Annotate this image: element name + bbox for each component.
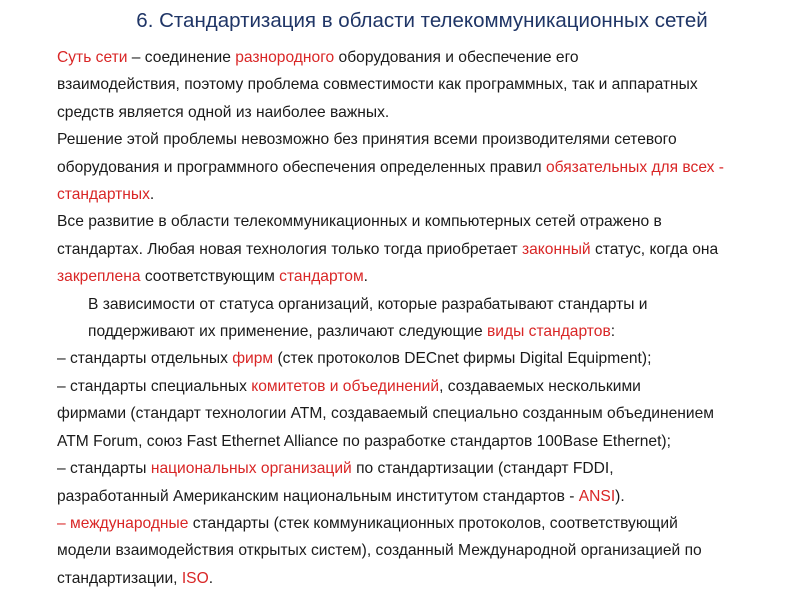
text-line bbox=[18, 71, 788, 98]
text-line bbox=[18, 208, 788, 235]
text-segment: Все развитие в области телекоммуникационных и компьютерных сетей отражено в bbox=[57, 213, 662, 231]
text-segment: . bbox=[208, 569, 214, 587]
text-line bbox=[18, 291, 788, 318]
text-segment: оборудования и обеспечение его bbox=[334, 49, 579, 66]
paragraph bbox=[18, 291, 788, 346]
slide-body bbox=[18, 44, 788, 592]
highlighted-term: национальных организаций bbox=[150, 460, 352, 478]
text-segment: фирмами (стандарт технологии АТМ, создаваемый специально созданным объединением bbox=[57, 405, 715, 423]
text-segment: ). bbox=[615, 487, 625, 505]
text-line bbox=[18, 428, 788, 455]
highlighted-term: виды стандартов bbox=[487, 323, 611, 341]
text-segment: – стандарты bbox=[57, 460, 151, 478]
highlighted-term: закреплена bbox=[57, 268, 141, 286]
text-segment: взаимодействия, поэтому проблема совместимости как программных, так и аппаратных bbox=[57, 76, 698, 94]
text-segment: – стандарты специальных bbox=[57, 377, 252, 395]
text-line bbox=[18, 483, 788, 510]
text-segment: : bbox=[610, 323, 616, 341]
highlighted-term: Суть сети bbox=[57, 49, 128, 66]
paragraph bbox=[18, 208, 788, 290]
highlighted-term: законный bbox=[521, 240, 591, 258]
text-line bbox=[18, 565, 788, 592]
paragraph bbox=[18, 345, 788, 372]
text-segment: стандартизации, bbox=[57, 569, 182, 587]
text-line bbox=[18, 373, 788, 400]
text-segment: поддерживают их применение, различают следующие bbox=[88, 323, 488, 341]
highlighted-term: стандартом bbox=[279, 268, 364, 286]
highlighted-term: стандартных bbox=[57, 186, 150, 204]
text-line bbox=[18, 455, 788, 482]
text-line bbox=[18, 510, 788, 537]
text-segment: ATM Forum, союз Fast Ethernet Alliance по разработке стандартов 100Base Ethernet); bbox=[57, 432, 671, 450]
text-segment: разработанный Американским национальным институтом стандартов - bbox=[57, 487, 579, 505]
text-segment: соответствующим bbox=[140, 268, 280, 286]
text-line bbox=[18, 154, 788, 181]
text-line bbox=[18, 99, 788, 126]
text-segment: оборудования и программного обеспечения определенных правил bbox=[57, 158, 546, 176]
text-segment: , создаваемых несколькими bbox=[439, 377, 641, 395]
text-segment: – соединение bbox=[127, 49, 236, 66]
text-line bbox=[18, 181, 788, 208]
text-line bbox=[18, 318, 788, 345]
text-segment: В зависимости от статуса организаций, которые разрабатывают стандарты и bbox=[88, 295, 648, 313]
text-segment: . bbox=[149, 186, 155, 204]
text-line bbox=[18, 345, 788, 372]
text-segment: Решение этой проблемы невозможно без принятия всеми производителями сетевого bbox=[57, 131, 677, 149]
text-line bbox=[18, 400, 788, 427]
paragraph bbox=[18, 44, 788, 126]
paragraph bbox=[18, 126, 788, 208]
page-title: 6. Стандартизация в области телекоммуникационных сетей bbox=[136, 9, 708, 32]
highlighted-term: фирм bbox=[232, 350, 274, 368]
highlighted-term: обязательных для всех - bbox=[545, 158, 724, 176]
highlighted-term: комитетов и объединений bbox=[251, 377, 440, 395]
paragraph bbox=[18, 510, 788, 592]
text-segment: – стандарты отдельных bbox=[57, 350, 233, 368]
highlighted-term: разнородного bbox=[235, 49, 335, 66]
text-segment: статус, когда она bbox=[590, 240, 719, 258]
text-segment: (стек протоколов DECnet фирмы Digital Equipment); bbox=[273, 350, 652, 368]
text-segment: стандартах. Любая новая технология только тогда приобретает bbox=[57, 240, 522, 258]
text-line bbox=[18, 236, 788, 263]
highlighted-term: – международные bbox=[57, 514, 189, 532]
highlighted-term: ANSI bbox=[578, 487, 616, 505]
text-line bbox=[18, 126, 788, 153]
text-segment: . bbox=[363, 268, 369, 286]
text-line bbox=[18, 263, 788, 290]
text-segment: средств является одной из наиболее важных. bbox=[57, 103, 390, 121]
paragraph bbox=[18, 373, 788, 455]
text-segment: стандарты (стек коммуникационных протоколов, соответствующий bbox=[188, 514, 678, 532]
paragraph bbox=[18, 455, 788, 510]
text-segment: по стандартизации (стандарт FDDI, bbox=[351, 460, 614, 478]
text-segment: модели взаимодействия открытых систем), созданный Международной организацией по bbox=[57, 542, 702, 560]
text-line bbox=[18, 44, 788, 71]
highlighted-term: ISO bbox=[181, 569, 209, 587]
text-line bbox=[18, 537, 788, 564]
